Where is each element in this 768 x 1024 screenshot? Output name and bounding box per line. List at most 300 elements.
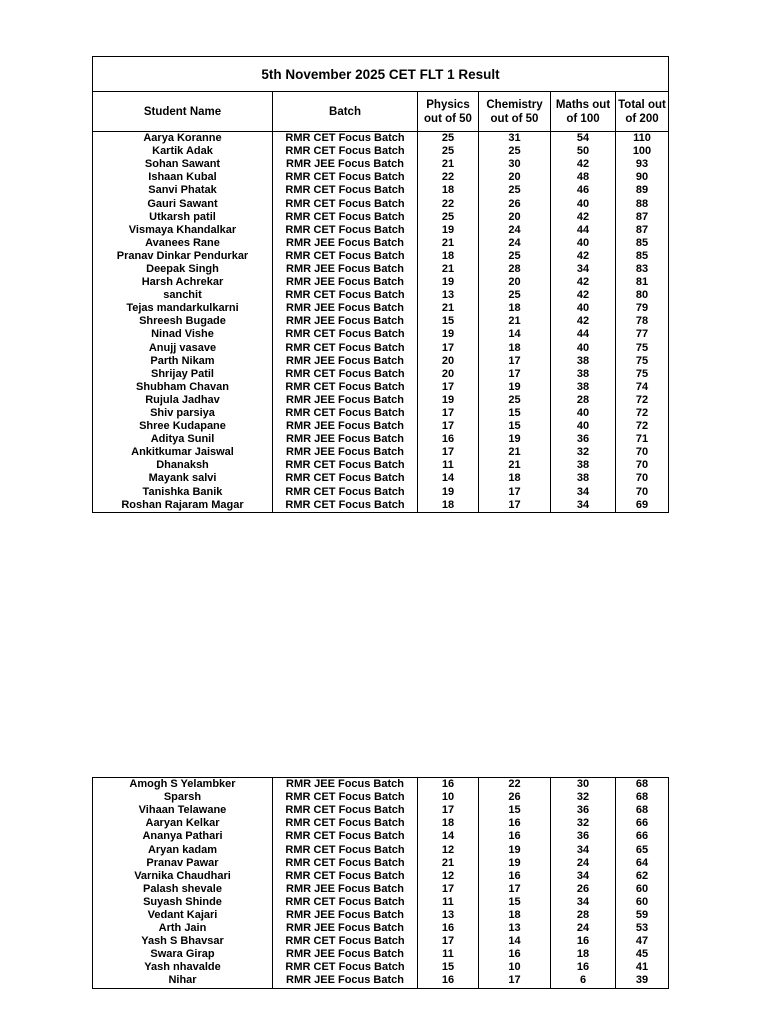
maths-cell: 16: [551, 935, 616, 948]
batch-cell: RMR JEE Focus Batch: [273, 883, 418, 896]
table-row: [93, 145, 669, 158]
chemistry-cell: 24: [479, 224, 551, 237]
batch-cell: RMR CET Focus Batch: [273, 197, 418, 210]
table-row: [93, 420, 669, 433]
student-name-cell: Suyash Shinde: [93, 896, 273, 909]
maths-cell: 24: [551, 922, 616, 935]
physics-cell: 19: [418, 276, 479, 289]
physics-cell: 17: [418, 381, 479, 394]
total-cell: 89: [616, 184, 669, 197]
batch-cell: RMR JEE Focus Batch: [273, 302, 418, 315]
table-row: [93, 830, 669, 843]
table-row: [93, 197, 669, 210]
physics-cell: 13: [418, 289, 479, 302]
total-cell: 93: [616, 158, 669, 171]
physics-cell: 25: [418, 211, 479, 224]
physics-cell: 25: [418, 145, 479, 158]
physics-cell: 14: [418, 830, 479, 843]
table-row: [93, 870, 669, 883]
maths-cell: 34: [551, 486, 616, 499]
maths-cell: 16: [551, 961, 616, 974]
student-name-cell: Deepak Singh: [93, 263, 273, 276]
maths-cell: 32: [551, 791, 616, 804]
chemistry-cell: 25: [479, 184, 551, 197]
table-row: [93, 250, 669, 263]
table-row: [93, 791, 669, 804]
student-name-cell: Yash S Bhavsar: [93, 935, 273, 948]
student-name-cell: Utkarsh patil: [93, 211, 273, 224]
total-cell: 74: [616, 381, 669, 394]
table-row: [93, 315, 669, 328]
header-physics: Physics out of 50: [418, 92, 479, 132]
student-name-cell: Shubham Chavan: [93, 381, 273, 394]
chemistry-cell: 19: [479, 433, 551, 446]
physics-cell: 20: [418, 355, 479, 368]
batch-cell: RMR CET Focus Batch: [273, 211, 418, 224]
chemistry-cell: 17: [479, 974, 551, 988]
student-name-cell: Shrijay Patil: [93, 368, 273, 381]
student-name-cell: Rujula Jadhav: [93, 394, 273, 407]
table-row: [93, 158, 669, 171]
total-cell: 70: [616, 459, 669, 472]
batch-cell: RMR JEE Focus Batch: [273, 263, 418, 276]
chemistry-cell: 17: [479, 499, 551, 513]
chemistry-cell: 10: [479, 961, 551, 974]
table-row: [93, 224, 669, 237]
batch-cell: RMR CET Focus Batch: [273, 486, 418, 499]
total-cell: 85: [616, 237, 669, 250]
student-name-cell: Anujj vasave: [93, 342, 273, 355]
physics-cell: 15: [418, 315, 479, 328]
batch-cell: RMR JEE Focus Batch: [273, 237, 418, 250]
physics-cell: 21: [418, 263, 479, 276]
total-cell: 78: [616, 315, 669, 328]
chemistry-cell: 15: [479, 804, 551, 817]
batch-cell: RMR CET Focus Batch: [273, 857, 418, 870]
table-row: [93, 368, 669, 381]
maths-cell: 34: [551, 896, 616, 909]
batch-cell: RMR CET Focus Batch: [273, 342, 418, 355]
chemistry-cell: 19: [479, 857, 551, 870]
total-cell: 85: [616, 250, 669, 263]
student-name-cell: Amogh S Yelambker: [93, 778, 273, 792]
chemistry-cell: 31: [479, 132, 551, 146]
maths-cell: 28: [551, 394, 616, 407]
physics-cell: 17: [418, 420, 479, 433]
total-cell: 47: [616, 935, 669, 948]
physics-cell: 17: [418, 446, 479, 459]
student-name-cell: Ananya Pathari: [93, 830, 273, 843]
total-cell: 39: [616, 974, 669, 988]
physics-cell: 16: [418, 974, 479, 988]
maths-cell: 26: [551, 883, 616, 896]
chemistry-cell: 25: [479, 289, 551, 302]
total-cell: 90: [616, 171, 669, 184]
table-row: [93, 381, 669, 394]
table-row: [93, 909, 669, 922]
chemistry-cell: 30: [479, 158, 551, 171]
total-cell: 60: [616, 883, 669, 896]
table-row: [93, 499, 669, 513]
batch-cell: RMR CET Focus Batch: [273, 328, 418, 341]
total-cell: 60: [616, 896, 669, 909]
total-cell: 64: [616, 857, 669, 870]
chemistry-cell: 22: [479, 778, 551, 792]
batch-cell: RMR JEE Focus Batch: [273, 158, 418, 171]
physics-cell: 19: [418, 486, 479, 499]
table-row: [93, 342, 669, 355]
chemistry-cell: 15: [479, 896, 551, 909]
total-cell: 70: [616, 472, 669, 485]
maths-cell: 32: [551, 817, 616, 830]
total-cell: 68: [616, 778, 669, 792]
total-cell: 71: [616, 433, 669, 446]
table-row: [93, 857, 669, 870]
physics-cell: 21: [418, 158, 479, 171]
maths-cell: 44: [551, 328, 616, 341]
table-row: [93, 355, 669, 368]
total-cell: 87: [616, 224, 669, 237]
maths-cell: 30: [551, 778, 616, 792]
physics-cell: 17: [418, 804, 479, 817]
batch-cell: RMR CET Focus Batch: [273, 843, 418, 856]
batch-cell: RMR CET Focus Batch: [273, 171, 418, 184]
chemistry-cell: 25: [479, 394, 551, 407]
batch-cell: RMR JEE Focus Batch: [273, 446, 418, 459]
physics-cell: 20: [418, 368, 479, 381]
maths-cell: 40: [551, 302, 616, 315]
student-name-cell: Sanvi Phatak: [93, 184, 273, 197]
total-cell: 65: [616, 843, 669, 856]
physics-cell: 21: [418, 237, 479, 250]
total-cell: 45: [616, 948, 669, 961]
header-student-name: Student Name: [93, 92, 273, 132]
table-row: [93, 843, 669, 856]
physics-cell: 19: [418, 224, 479, 237]
physics-cell: 10: [418, 791, 479, 804]
physics-cell: 22: [418, 171, 479, 184]
table-row: [93, 171, 669, 184]
chemistry-cell: 16: [479, 948, 551, 961]
chemistry-cell: 16: [479, 870, 551, 883]
total-cell: 68: [616, 791, 669, 804]
student-name-cell: Mayank salvi: [93, 472, 273, 485]
total-cell: 70: [616, 446, 669, 459]
chemistry-cell: 26: [479, 791, 551, 804]
chemistry-cell: 13: [479, 922, 551, 935]
total-cell: 100: [616, 145, 669, 158]
batch-cell: RMR CET Focus Batch: [273, 145, 418, 158]
student-name-cell: Gauri Sawant: [93, 197, 273, 210]
total-cell: 81: [616, 276, 669, 289]
student-name-cell: Ninad Vishe: [93, 328, 273, 341]
chemistry-cell: 18: [479, 909, 551, 922]
batch-cell: RMR CET Focus Batch: [273, 830, 418, 843]
batch-cell: RMR CET Focus Batch: [273, 407, 418, 420]
table-row: [93, 328, 669, 341]
student-name-cell: Yash nhavalde: [93, 961, 273, 974]
maths-cell: 42: [551, 250, 616, 263]
total-cell: 75: [616, 368, 669, 381]
physics-cell: 18: [418, 817, 479, 830]
batch-cell: RMR CET Focus Batch: [273, 224, 418, 237]
maths-cell: 48: [551, 171, 616, 184]
chemistry-cell: 17: [479, 368, 551, 381]
batch-cell: RMR CET Focus Batch: [273, 184, 418, 197]
physics-cell: 13: [418, 909, 479, 922]
maths-cell: 28: [551, 909, 616, 922]
table-row: [93, 263, 669, 276]
maths-cell: 42: [551, 289, 616, 302]
batch-cell: RMR CET Focus Batch: [273, 381, 418, 394]
chemistry-cell: 16: [479, 830, 551, 843]
table-row: [93, 237, 669, 250]
chemistry-cell: 19: [479, 381, 551, 394]
table-row: [93, 276, 669, 289]
batch-cell: RMR JEE Focus Batch: [273, 355, 418, 368]
chemistry-cell: 16: [479, 817, 551, 830]
batch-cell: RMR JEE Focus Batch: [273, 922, 418, 935]
total-cell: 72: [616, 407, 669, 420]
maths-cell: 36: [551, 830, 616, 843]
chemistry-cell: 20: [479, 211, 551, 224]
batch-cell: RMR CET Focus Batch: [273, 289, 418, 302]
table-row: [93, 974, 669, 988]
chemistry-cell: 15: [479, 407, 551, 420]
maths-cell: 34: [551, 870, 616, 883]
batch-cell: RMR CET Focus Batch: [273, 459, 418, 472]
table-row: [93, 922, 669, 935]
chemistry-cell: 21: [479, 446, 551, 459]
batch-cell: RMR CET Focus Batch: [273, 132, 418, 146]
student-name-cell: Tanishka Banik: [93, 486, 273, 499]
batch-cell: RMR CET Focus Batch: [273, 499, 418, 513]
total-cell: 79: [616, 302, 669, 315]
chemistry-cell: 19: [479, 843, 551, 856]
total-cell: 59: [616, 909, 669, 922]
student-name-cell: Arth Jain: [93, 922, 273, 935]
student-name-cell: Pranav Pawar: [93, 857, 273, 870]
maths-cell: 6: [551, 974, 616, 988]
results-body-top: [93, 132, 669, 513]
student-name-cell: Harsh Achrekar: [93, 276, 273, 289]
chemistry-cell: 14: [479, 935, 551, 948]
maths-cell: 50: [551, 145, 616, 158]
physics-cell: 16: [418, 778, 479, 792]
total-cell: 110: [616, 132, 669, 146]
maths-cell: 40: [551, 237, 616, 250]
physics-cell: 16: [418, 922, 479, 935]
table-row: [93, 804, 669, 817]
student-name-cell: Dhanaksh: [93, 459, 273, 472]
physics-cell: 21: [418, 857, 479, 870]
batch-cell: RMR CET Focus Batch: [273, 472, 418, 485]
table-row: [93, 433, 669, 446]
table-row: [93, 486, 669, 499]
chemistry-cell: 20: [479, 171, 551, 184]
total-cell: 72: [616, 420, 669, 433]
physics-cell: 17: [418, 342, 479, 355]
chemistry-cell: 17: [479, 355, 551, 368]
physics-cell: 17: [418, 407, 479, 420]
batch-cell: RMR CET Focus Batch: [273, 961, 418, 974]
table-row: [93, 778, 669, 792]
batch-cell: RMR JEE Focus Batch: [273, 909, 418, 922]
maths-cell: 36: [551, 804, 616, 817]
physics-cell: 18: [418, 184, 479, 197]
student-name-cell: Vihaan Telawane: [93, 804, 273, 817]
maths-cell: 32: [551, 446, 616, 459]
batch-cell: RMR CET Focus Batch: [273, 368, 418, 381]
chemistry-cell: 14: [479, 328, 551, 341]
total-cell: 66: [616, 830, 669, 843]
maths-cell: 34: [551, 263, 616, 276]
physics-cell: 18: [418, 499, 479, 513]
batch-cell: RMR JEE Focus Batch: [273, 778, 418, 792]
batch-cell: RMR CET Focus Batch: [273, 791, 418, 804]
batch-cell: RMR CET Focus Batch: [273, 804, 418, 817]
student-name-cell: Tejas mandarkulkarni: [93, 302, 273, 315]
total-cell: 77: [616, 328, 669, 341]
maths-cell: 24: [551, 857, 616, 870]
results-table-bottom: [92, 777, 669, 989]
maths-cell: 38: [551, 368, 616, 381]
student-name-cell: Aryan kadam: [93, 843, 273, 856]
total-cell: 87: [616, 211, 669, 224]
total-cell: 70: [616, 486, 669, 499]
maths-cell: 38: [551, 472, 616, 485]
student-name-cell: Nihar: [93, 974, 273, 988]
header-row: [93, 92, 669, 132]
total-cell: 66: [616, 817, 669, 830]
batch-cell: RMR JEE Focus Batch: [273, 420, 418, 433]
physics-cell: 11: [418, 948, 479, 961]
maths-cell: 34: [551, 843, 616, 856]
maths-cell: 42: [551, 158, 616, 171]
batch-cell: RMR JEE Focus Batch: [273, 433, 418, 446]
total-cell: 69: [616, 499, 669, 513]
table-row: [93, 883, 669, 896]
table-row: [93, 935, 669, 948]
physics-cell: 22: [418, 197, 479, 210]
chemistry-cell: 26: [479, 197, 551, 210]
physics-cell: 15: [418, 961, 479, 974]
student-name-cell: Palash shevale: [93, 883, 273, 896]
chemistry-cell: 28: [479, 263, 551, 276]
batch-cell: RMR CET Focus Batch: [273, 870, 418, 883]
student-name-cell: Shree Kudapane: [93, 420, 273, 433]
table-row: [93, 289, 669, 302]
maths-cell: 40: [551, 197, 616, 210]
physics-cell: 17: [418, 935, 479, 948]
student-name-cell: Varnika Chaudhari: [93, 870, 273, 883]
maths-cell: 42: [551, 211, 616, 224]
student-name-cell: Sparsh: [93, 791, 273, 804]
chemistry-cell: 25: [479, 250, 551, 263]
physics-cell: 11: [418, 459, 479, 472]
table-row: [93, 896, 669, 909]
maths-cell: 40: [551, 420, 616, 433]
student-name-cell: Vedant Kajari: [93, 909, 273, 922]
batch-cell: RMR JEE Focus Batch: [273, 276, 418, 289]
maths-cell: 36: [551, 433, 616, 446]
student-name-cell: sanchit: [93, 289, 273, 302]
chemistry-cell: 18: [479, 302, 551, 315]
maths-cell: 46: [551, 184, 616, 197]
total-cell: 72: [616, 394, 669, 407]
physics-cell: 16: [418, 433, 479, 446]
table-title: 5th November 2025 CET FLT 1 Result: [93, 57, 669, 92]
total-cell: 75: [616, 342, 669, 355]
maths-cell: 18: [551, 948, 616, 961]
chemistry-cell: 24: [479, 237, 551, 250]
student-name-cell: Aaryan Kelkar: [93, 817, 273, 830]
table-row: [93, 961, 669, 974]
table-row: [93, 407, 669, 420]
maths-cell: 38: [551, 459, 616, 472]
student-name-cell: Pranav Dinkar Pendurkar: [93, 250, 273, 263]
batch-cell: RMR CET Focus Batch: [273, 817, 418, 830]
student-name-cell: Aditya Sunil: [93, 433, 273, 446]
maths-cell: 34: [551, 499, 616, 513]
table-row: [93, 459, 669, 472]
batch-cell: RMR JEE Focus Batch: [273, 394, 418, 407]
total-cell: 80: [616, 289, 669, 302]
header-chemistry: Chemistry out of 50: [479, 92, 551, 132]
chemistry-cell: 17: [479, 486, 551, 499]
table-row: [93, 211, 669, 224]
physics-cell: 19: [418, 328, 479, 341]
chemistry-cell: 17: [479, 883, 551, 896]
batch-cell: RMR CET Focus Batch: [273, 896, 418, 909]
physics-cell: 21: [418, 302, 479, 315]
student-name-cell: Vismaya Khandalkar: [93, 224, 273, 237]
batch-cell: RMR JEE Focus Batch: [273, 948, 418, 961]
header-maths: Maths out of 100: [551, 92, 616, 132]
table-row: [93, 948, 669, 961]
table-row: [93, 302, 669, 315]
batch-cell: RMR CET Focus Batch: [273, 935, 418, 948]
student-name-cell: Avanees Rane: [93, 237, 273, 250]
table-row: [93, 132, 669, 146]
total-cell: 88: [616, 197, 669, 210]
student-name-cell: Shreesh Bugade: [93, 315, 273, 328]
student-name-cell: Ishaan Kubal: [93, 171, 273, 184]
chemistry-cell: 15: [479, 420, 551, 433]
chemistry-cell: 25: [479, 145, 551, 158]
chemistry-cell: 18: [479, 472, 551, 485]
student-name-cell: Ankitkumar Jaiswal: [93, 446, 273, 459]
table-row: [93, 446, 669, 459]
maths-cell: 38: [551, 381, 616, 394]
maths-cell: 42: [551, 276, 616, 289]
student-name-cell: Shiv parsiya: [93, 407, 273, 420]
header-batch: Batch: [273, 92, 418, 132]
student-name-cell: Parth Nikam: [93, 355, 273, 368]
physics-cell: 19: [418, 394, 479, 407]
physics-cell: 12: [418, 843, 479, 856]
chemistry-cell: 18: [479, 342, 551, 355]
total-cell: 68: [616, 804, 669, 817]
total-cell: 83: [616, 263, 669, 276]
maths-cell: 38: [551, 355, 616, 368]
student-name-cell: Swara Girap: [93, 948, 273, 961]
chemistry-cell: 21: [479, 459, 551, 472]
student-name-cell: Sohan Sawant: [93, 158, 273, 171]
maths-cell: 40: [551, 407, 616, 420]
physics-cell: 11: [418, 896, 479, 909]
total-cell: 53: [616, 922, 669, 935]
